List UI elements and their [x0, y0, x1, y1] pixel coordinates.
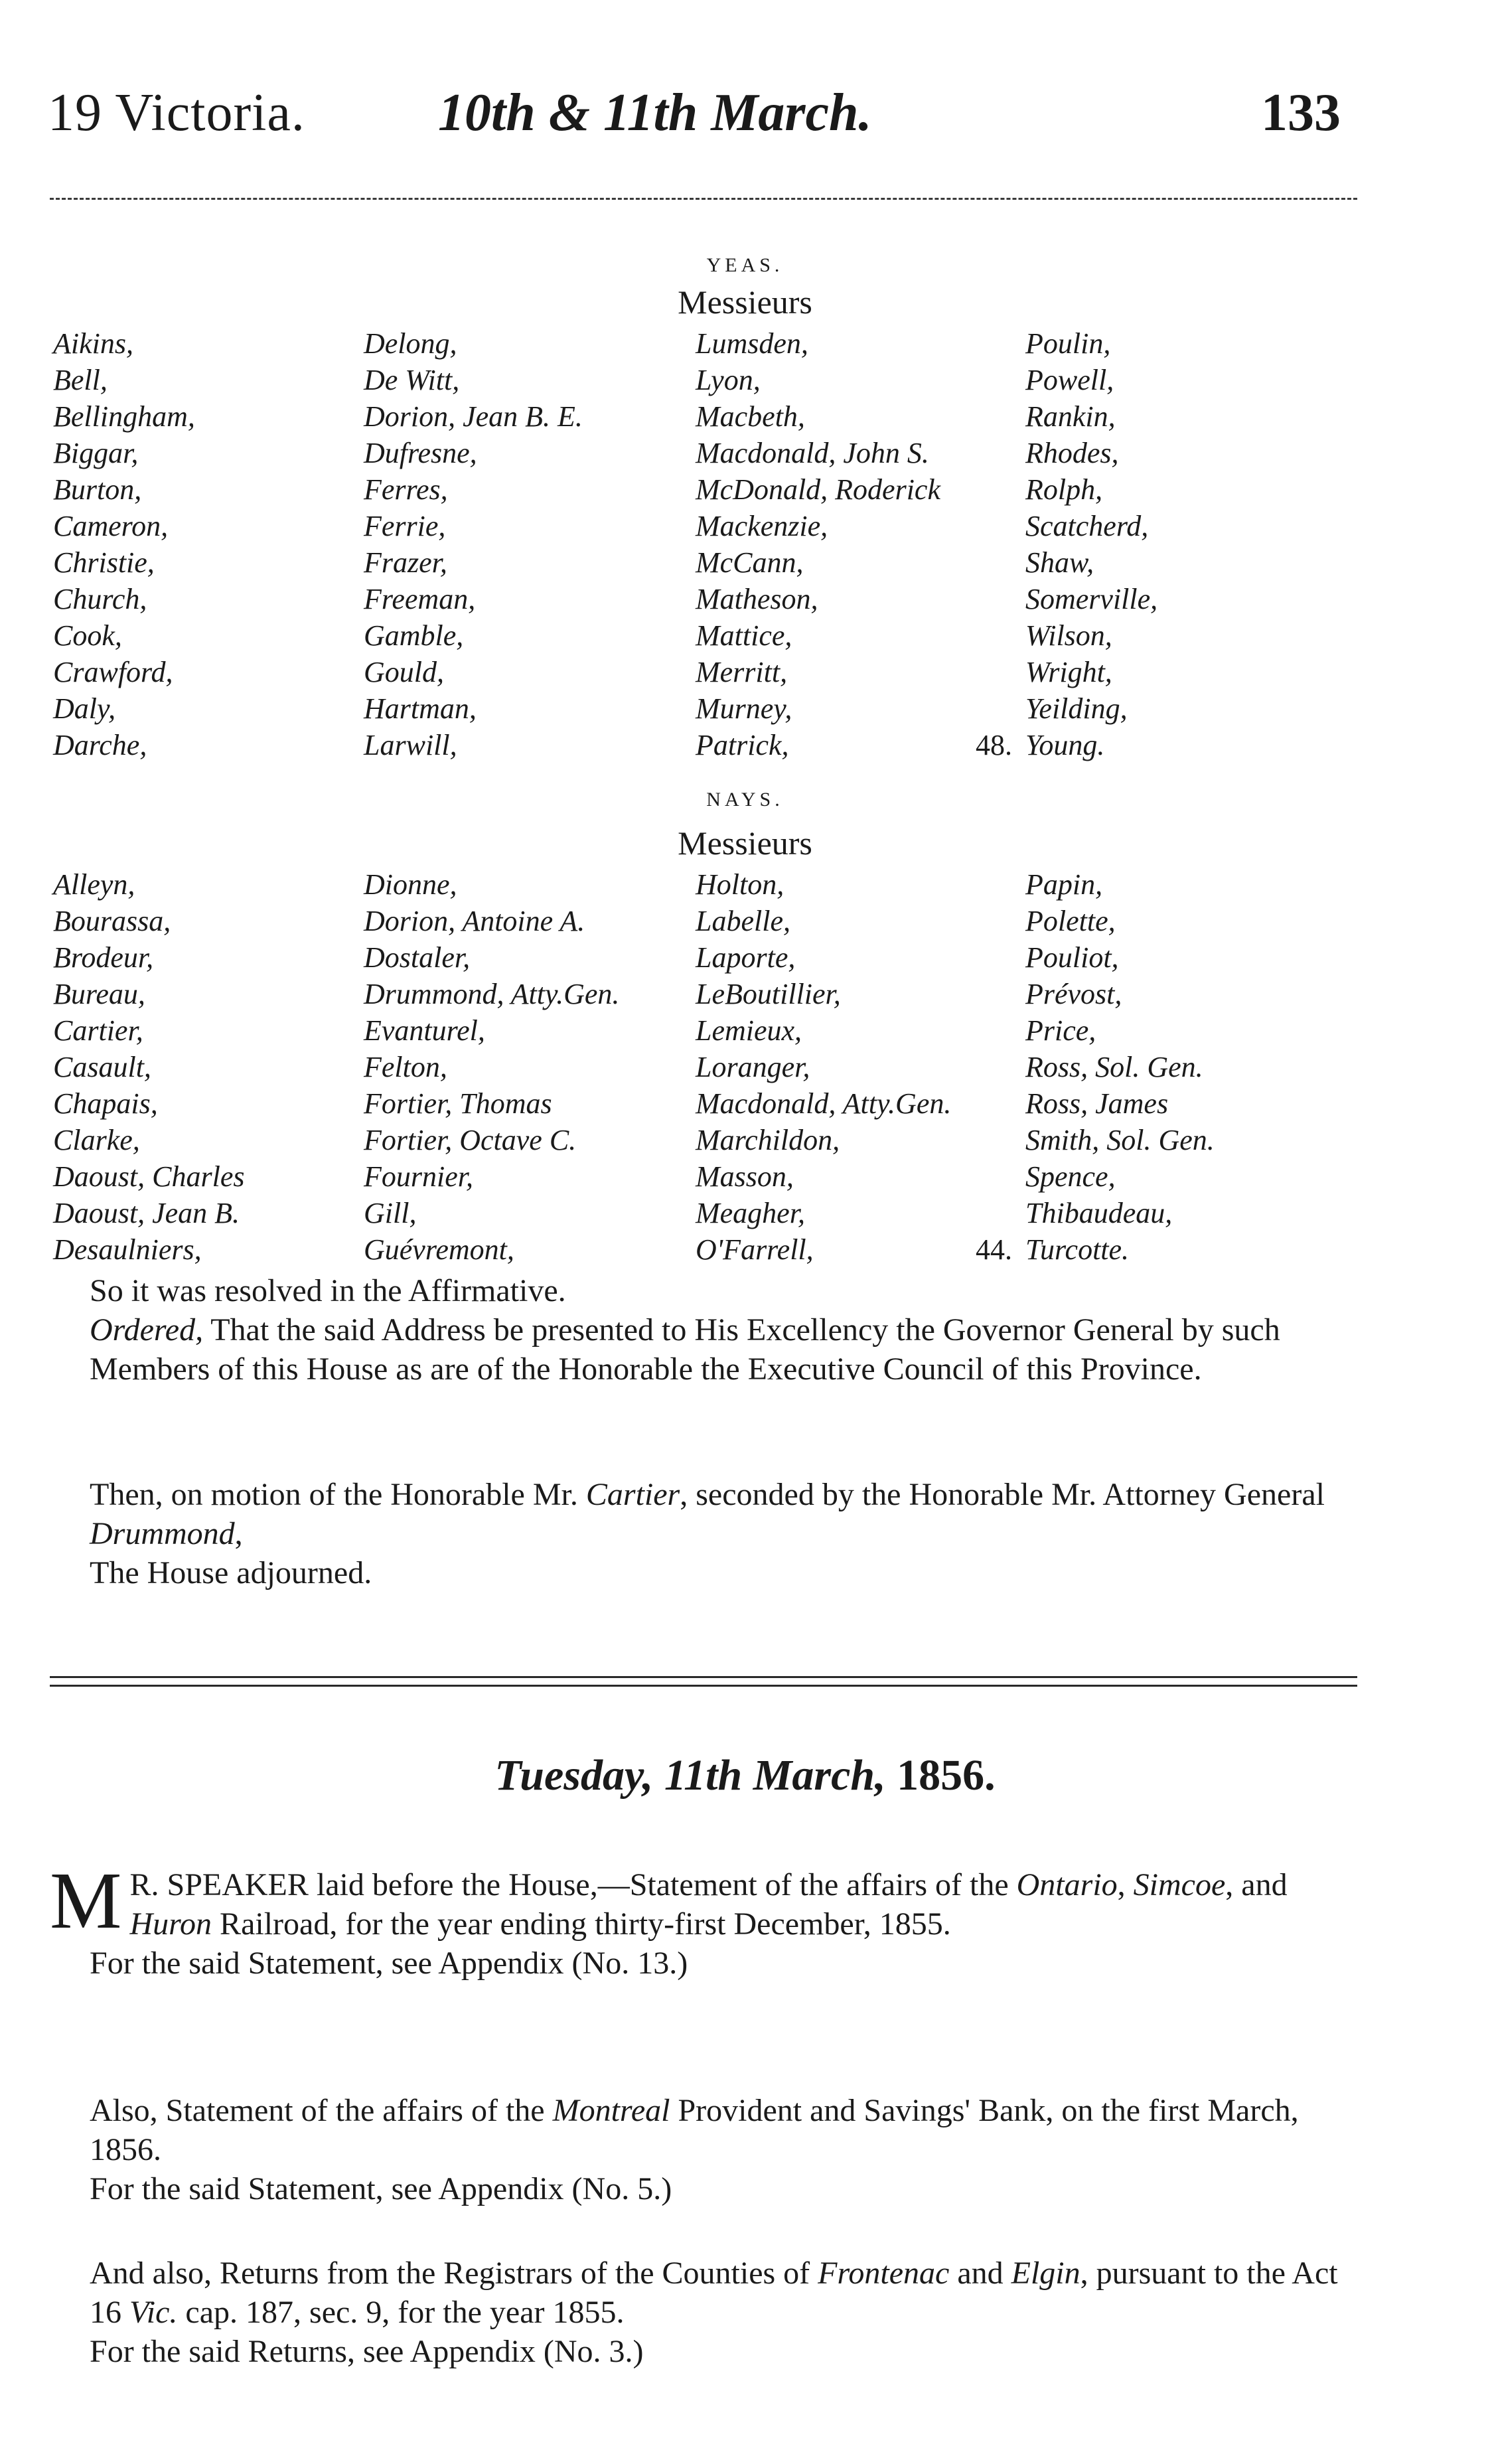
nays-heading: NAYS. [706, 789, 784, 810]
speaker-text-2: , [1117, 1867, 1134, 1902]
list-item: Somerville, [1025, 583, 1158, 615]
list-item: Wilson, [1025, 619, 1112, 652]
nays-column-4 [1025, 866, 1215, 1268]
list-item: Fortier, Octave C. [364, 1124, 577, 1156]
list-item: Bourassa, [53, 905, 171, 937]
list-item: Drummond, Atty.Gen. [364, 978, 620, 1010]
list-item: Shaw, [1025, 546, 1094, 579]
and-also-paragraph [50, 2254, 1361, 2371]
list-item: Clarke, [53, 1124, 140, 1156]
list-item: Laporte, [696, 941, 796, 974]
list-item: Ferres, [364, 473, 448, 506]
day-date: 11th [664, 1751, 743, 1800]
list-item: Darche, [53, 729, 147, 761]
list-item: Dorion, Jean B. E. [364, 400, 583, 433]
list-item: Brodeur, [53, 941, 154, 974]
also-paragraph [50, 2091, 1361, 2208]
list-item: Murney, [696, 692, 792, 725]
speaker-text-3: , and [1225, 1867, 1288, 1902]
speaker-place-3: Huron [129, 1906, 212, 1942]
section-divider [50, 1676, 1357, 1687]
list-item: McDonald, Roderick [696, 473, 940, 506]
list-item: Dufresne, [364, 437, 477, 469]
list-item: Hartman, [364, 692, 477, 725]
list-item: Smith, Sol. Gen. [1025, 1124, 1215, 1156]
list-item: Ross, Sol. Gen. [1025, 1051, 1203, 1083]
list-item: Rhodes, [1025, 437, 1119, 469]
list-item: Dionne, [364, 868, 457, 901]
list-item: Christie, [53, 546, 155, 579]
adjourn-name-2: Drummond [90, 1516, 235, 1551]
list-item: Masson, [696, 1160, 794, 1193]
list-item: Rankin, [1025, 400, 1116, 433]
list-item: Wright, [1025, 656, 1112, 688]
list-item: Larwill, [364, 729, 457, 761]
list-item: Cartier, [53, 1014, 143, 1047]
list-item: Mackenzie, [696, 510, 828, 542]
list-item: Dostaler, [364, 941, 471, 974]
list-item: Chapais, [53, 1087, 158, 1120]
list-item: Ross, James [1025, 1087, 1169, 1120]
list-item: Polette, [1025, 905, 1116, 937]
nays-column-1 [53, 866, 244, 1268]
list-item: Young. [1025, 729, 1105, 761]
header-session: 19 Victoria. [48, 84, 305, 142]
list-item: Burton, [53, 473, 142, 506]
adjournment-block [50, 1475, 1361, 1592]
list-item: Church, [53, 583, 147, 615]
speaker-text-1: R. SPEAKER laid before the House,—Statement of the affairs of the [129, 1867, 1017, 1902]
list-item: Daoust, Jean B. [53, 1197, 240, 1229]
list-item: Powell, [1025, 364, 1114, 396]
and-also-text [50, 2254, 1361, 2332]
adjourn-name-1: Cartier [585, 1477, 680, 1512]
list-item: Price, [1025, 1014, 1096, 1047]
yeas-heading: YEAS. [706, 254, 784, 276]
list-item: Fortier, Thomas [364, 1087, 552, 1120]
list-item: Crawford, [53, 656, 173, 688]
resolved-text: So it was resolved in the Affirmative. [90, 1273, 566, 1308]
list-item: Papin, [1025, 868, 1103, 901]
also-place: Montreal [552, 2093, 670, 2128]
list-item: Macbeth, [696, 400, 805, 433]
nays-total: 44. [976, 1233, 1012, 1266]
and-also-text-2: and [949, 2256, 1011, 2291]
list-item: Gill, [364, 1197, 417, 1229]
speaker-place-2: Simcoe [1133, 1867, 1226, 1902]
list-item: McCann, [696, 546, 804, 579]
list-item: Lyon, [696, 364, 761, 396]
day-weekday: Tuesday, [494, 1751, 654, 1800]
speaker-paragraph [50, 1856, 1361, 1983]
list-item: Merritt, [696, 656, 788, 688]
header-rule [50, 198, 1357, 200]
list-item: LeBoutillier, [696, 978, 841, 1010]
list-item: Bell, [53, 364, 108, 396]
day-month: March, [753, 1751, 886, 1800]
ordered-text: That the said Address be presented to His Excellency the Governor General by such Members of this House as are of the Honorable the Executive Council of this Province. [90, 1312, 1280, 1387]
speaker-text [50, 1856, 1361, 1946]
list-item: Patrick, [696, 729, 789, 761]
list-item: Turcotte. [1025, 1233, 1130, 1266]
list-item: Delong, [364, 327, 457, 360]
list-item: Desaulniers, [53, 1233, 202, 1266]
resolution-block [50, 1271, 1361, 1389]
ordered-lead: Ordered, [90, 1312, 204, 1348]
drop-cap: M [50, 1856, 122, 1946]
speaker-reference: For the said Statement, see Appendix (No. 13.) [90, 1946, 688, 1981]
speaker-text-4: Railroad, for the year ending thirty-first December, 1855. [212, 1906, 951, 1942]
yeas-total: 48. [976, 729, 1012, 761]
list-item: Cook, [53, 619, 122, 652]
also-text [50, 2091, 1361, 2169]
yeas-messieurs: Messieurs [678, 283, 812, 321]
yeas-column-1 [53, 325, 195, 763]
list-item: Mattice, [696, 619, 792, 652]
adjourn-text-2: , seconded by the Honorable Mr. Attorney General [680, 1477, 1325, 1512]
nays-column-2 [364, 866, 619, 1268]
adjourn-text-1: Then, on motion of the Honorable Mr. [90, 1477, 586, 1512]
day-year: 1856. [897, 1751, 996, 1800]
list-item: Meagher, [696, 1197, 805, 1229]
adjourn-motion [50, 1475, 1361, 1553]
day-heading [0, 1749, 1490, 1802]
list-item: Alleyn, [53, 868, 135, 901]
nays-column-3 [696, 866, 951, 1268]
list-item: Evanturel, [364, 1014, 485, 1047]
header-dates: 10th & 11th March. [438, 84, 872, 142]
and-also-act: Vic. [129, 2295, 178, 2330]
list-item: Gamble, [364, 619, 464, 652]
list-item: Dorion, Antoine A. [364, 905, 585, 937]
list-item: Macdonald, Atty.Gen. [696, 1087, 952, 1120]
list-item: Felton, [364, 1051, 447, 1083]
list-item: Guévremont, [364, 1233, 514, 1266]
list-item: De Witt, [364, 364, 460, 396]
list-item: Pouliot, [1025, 941, 1119, 974]
list-item: Aikins, [53, 327, 133, 360]
page-number: 133 [1261, 84, 1341, 142]
list-item: Scatcherd, [1025, 510, 1149, 542]
list-item: Prévost, [1025, 978, 1122, 1010]
list-item: Bureau, [53, 978, 145, 1010]
list-item: Bellingham, [53, 400, 195, 433]
list-item: Lemieux, [696, 1014, 802, 1047]
list-item: Lumsden, [696, 327, 808, 360]
list-item: Ferrie, [364, 510, 446, 542]
yeas-column-2 [364, 325, 583, 763]
list-item: Spence, [1025, 1160, 1116, 1193]
also-reference: For the said Statement, see Appendix (No. 5.) [90, 2171, 672, 2206]
list-item: Casault, [53, 1051, 151, 1083]
and-also-text-1: And also, Returns from the Registrars of the Counties of [90, 2256, 818, 2291]
nays-messieurs: Messieurs [678, 824, 812, 862]
ordered-paragraph [50, 1310, 1361, 1389]
and-also-place-1: Frontenac [818, 2256, 950, 2291]
list-item: Poulin, [1025, 327, 1111, 360]
list-item: Daoust, Charles [53, 1160, 245, 1193]
list-item: Cameron, [53, 510, 169, 542]
and-also-text-4: cap. 187, sec. 9, for the year 1855. [177, 2295, 625, 2330]
list-item: Frazer, [364, 546, 447, 579]
adjourn-text-3: , [234, 1516, 243, 1551]
list-item: Marchildon, [696, 1124, 840, 1156]
and-also-place-2: Elgin [1011, 2256, 1080, 2291]
and-also-reference: For the said Returns, see Appendix (No. 3.) [90, 2334, 644, 2369]
list-item: Labelle, [696, 905, 790, 937]
list-item: Biggar, [53, 437, 139, 469]
and-also-text-3: , pursuant to the Act 16 [90, 2256, 1338, 2330]
list-item: Thibaudeau, [1025, 1197, 1173, 1229]
list-item: Freeman, [364, 583, 476, 615]
list-item: Matheson, [696, 583, 818, 615]
list-item: Macdonald, John S. [696, 437, 929, 469]
list-item: Holton, [696, 868, 784, 901]
also-text-1: Also, Statement of the affairs of the [90, 2093, 553, 2128]
list-item: Daly, [53, 692, 116, 725]
yeas-column-4 [1025, 325, 1157, 763]
list-item: Fournier, [364, 1160, 473, 1193]
list-item: Rolph, [1025, 473, 1103, 506]
also-text-2: Provident and Savings' Bank, on the first March, 1856. [90, 2093, 1299, 2167]
list-item: O'Farrell, [696, 1233, 814, 1266]
speaker-place-1: Ontario [1016, 1867, 1118, 1902]
list-item: Yeilding, [1025, 692, 1128, 725]
list-item: Loranger, [696, 1051, 810, 1083]
adjourned-text: The House adjourned. [90, 1555, 372, 1590]
list-item: Gould, [364, 656, 444, 688]
yeas-column-3 [696, 325, 940, 763]
